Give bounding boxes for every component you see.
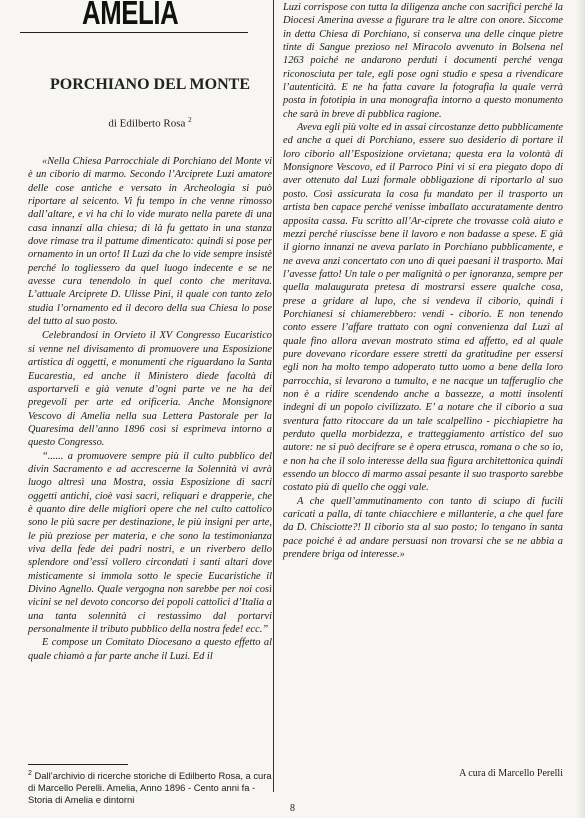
page-edge-shadow	[575, 0, 585, 818]
paragraph: Luzi corrispose con tutta la diligenza anche con sacrifici perché la Diocesi Amerina avesse a figurare tra le altre con onore. Siccome in detta Chiesa di Porchiano, si conserva una delle cinque pietre tinte di Sangue prezioso nel Miracolo avvenuto in Bolsena nel 1263 poiché ne andarono perduti i documenti perché venga riconosciuta per tale, egli pose ogni studio e spesa a rivendicare l’autenticità. E ne ha fatta cavare la fotografia la quale verrà posta in fototipia in una monografia intorno a questo monumento che sarà in breve di pubblica ragione.	[283, 2, 563, 120]
paragraph: «Nella Chiesa Parrocchiale di Porchiano del Monte vi è un ciborio di marmo. Secondo l’Arciprete Luzi amatore delle cose antiche e versato in Archeologia si può riportare al seicento. Vi fu tempo in che venne rimosso dall’altare, e vi ha chi lo vide murato nella parete di una casa innanzi alla chiesa; di là fu gettato in una stanza dove rimase tra il pattume dimenticato: quindi si pose per ornamento in un orto! Il Luzi da che lo vide sempre insistè perché lo togliessero da quel luogo indecente e se ne avesse cura tenendolo in quel conto che meritava. L’attuale Arciprete D. Ulisse Pini, il quale con tanto zelo studia l’ornamento ed il decoro della sua Chiesa lo pose del tutto al suo posto.	[28, 156, 272, 328]
byline-author: di Edilberto Rosa	[108, 117, 186, 130]
masthead-title: AMELIA	[82, 0, 179, 31]
footnote-rule	[28, 764, 128, 765]
paragraph: Celebrandosi in Orvieto il XV Congresso Eucaristico si venne nel divisamento di promuovere una Esposizione artistica di oggetti, e monumenti che riguardano la Santa Eucarestia, ed anche il Ministero diede facoltà di asportarveli e già venute d’ogni parte ve ne ha dei pregevoli per arte ed orificeria. Anche Monsignore Vescovo di Amelia nella sua Lettera Pastorale per la Quaresima dell’anno 1896 così si esprimeva intorno a questo Congresso.	[28, 330, 272, 449]
paragraph: E compose un Comitato Diocesano a questo effetto al quale chiamò a far parte anche il Luzi. Ed il	[28, 637, 272, 662]
byline	[28, 116, 272, 130]
footnote-number: 2	[28, 770, 32, 777]
paragraph: Aveva egli più volte ed in assai circostanze detto pubblicamente ed anche a quei di Porchiano, essere suo desiderio di portare il loro ciborio all’Esposizione orvietana; questa era la volontà di Monsignore Vescovo, ed il Parroco Pini vi si era piegato dopo di aver ottenuto dal Luzi formale obbligazione di riportarlo al suo posto. Così assicurata la cosa fu mandato per il trasporto un artista ben capace perché venisse imballato accuratamente dentro apposita cassa. Fu scritto all’Ar-ciprete che trovasse colà aiuto e mezzi perché riuscisse bene il lavoro e non badasse a spese. E già il giorno innanzi ne aveva parlato in Porchiano pubblicamente, e ne aveva anzi concertato con uno di quei paesani il trasporto. Mai l’avesse fatto! Un tale o per malignità o per ignoranza, sempre per quella malaugurata pretesa di mostrarsi essere qualche cosa, prese a gridare al lupo, che si vendeva il ciborio, quindi i Porchianesi si chiamerebbero: vendi - ciborio. E non tenendo conto essere l’affare trattato con ogni convenienza dal Luzi al quale fino allora avevan mostrato stima ed affetto, ed al quale pure dovevano ricordare essere stretti da gratitudine per essersi egli non ha molto tempo adoperato tutto uomo a bene della loro parrocchia, si levarono a tumulto, e ne nacque un tafferuglio che non è a ridire scendendo anche a bassezze, a motti insolenti indegni di un popolo civilizzato. E’ a notare che il ciborio a sua sventura fatto ritoccare da un tale scalpellino - picchiapietre ha perduto quella morbidezza, e tratteggiamento artistico del suo autore: ne si può decifrare se è opera etrusca, romana o che so io, e non ha che il solo interesse della sua figura architettonica quindi essendo un blocco di marmo assai pesante il suo trasporto sarebbe costato più di quello che oggi vale.	[283, 122, 563, 494]
paragraph: A che quell’ammutinamento con tanto di sciupo di fucili caricati a palla, di tante chiacchiere e millanterie, a che quel fare da D. Chisciotte?! Il ciborio sta al suo posto; lo tengano in santa pace poiché è ad andare persuasi non trovarsi che se ne abbia a prendere briga od interesse.»	[283, 495, 563, 561]
byline-footnote-ref: 2	[188, 116, 192, 124]
footnote	[28, 768, 272, 806]
column-divider	[273, 0, 274, 792]
article-credit: A cura di Marcello Perelli	[459, 768, 563, 779]
article-title: PORCHIANO DEL MONTE	[49, 76, 250, 93]
left-column-text	[28, 155, 272, 663]
footnote-text: Dall’archivio di ricerche storiche di Edilberto Rosa, a cura di Marcello Perelli. Amelia, Anno 1896 - Cento anni fa - Storia di Amelia e dintorni	[28, 770, 272, 806]
masthead-bar	[20, 0, 248, 33]
page-number: 8	[290, 803, 295, 814]
right-column-text	[283, 1, 563, 561]
paragraph: “...... a promuovere sempre più il culto pubblico del divin Sacramento e ad accrescerne la Solennità vi avrà luogo altresì una Mostra, ossia Esposizione di sacri oggetti antichi, cioè vasi sacri, reliquari e drapperie, che è quanto dire delle migliori opere che nel culto cattolico sono le più sacre per destinazione, le più insigni per arte, le più preziose per materia, e che sono la testimonianza viva della fede dei padri nostri, e un riverbero dello splendore ond’essi vollero circondati i santi altari dove misticamente si immola sotto le specie Eucaristiche il Divino Agnello. Quale vergogna non sarebbe per noi così vicini se nel devoto concorso dei popoli cattolici d’Italia a una tanta solennità ci restassimo dal portarvi personalmente il tributo pubblico della nostra fede! ecc.”	[28, 450, 272, 636]
